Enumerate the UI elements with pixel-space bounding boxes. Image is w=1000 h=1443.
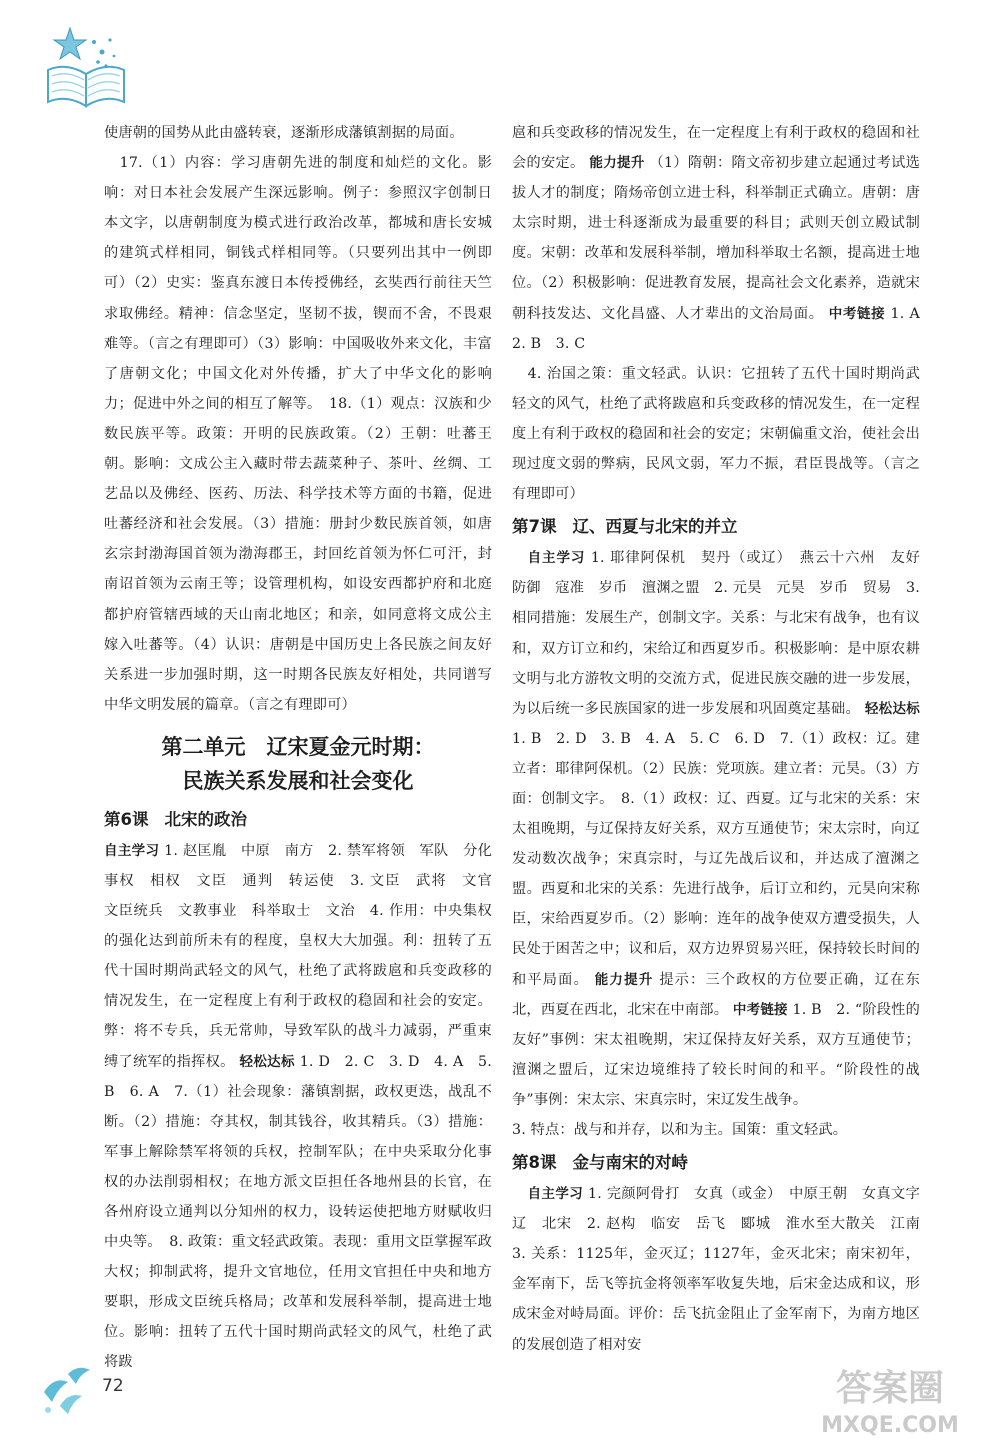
lesson-8-title	[512, 1147, 920, 1179]
lesson-8-number: 第8课	[512, 1153, 557, 1173]
section-tag-easy-pass: 轻松达标	[239, 1053, 295, 1070]
lesson-7-name: 辽、西夏与北宋的并立	[572, 517, 738, 537]
right-paragraph-1-text: 扈和兵变政移的情况发生，在一定程度上有利于政权的稳固和社会的安定。	[512, 125, 920, 172]
leaf-decoration-icon	[38, 1362, 98, 1418]
ability-text: （1）隋朝：隋文帝初步建立起通过考试选拔人才的制度；隋炀帝创立进士科，科举制正式确立。唐朝：唐太宗时期，进士科逐渐成为最重要的科目；武则天创立殿试制度。宋朝：改革和发展科举制，增加科举取士名额，提高进士地位。（2）积极影响：促进教育发展，提高社会文化素养，造就宋朝科技发达、文化昌盛、人才辈出的文治局面。	[512, 155, 920, 322]
right-paragraph-2: 4. 治国之策：重文轻武。认识：它扭转了五代十国时期尚武轻文的风气，杜绝了武将跋扈和兵变政移的情况发生，在一定程度上有利于政权的稳固和社会的安定；宋朝偏重文治，使社会出现过度文弱的弊病，民风文弱，军力不振，君臣畏战等。（言之有理即可）	[512, 365, 920, 503]
l8-tag-self-study: 自主学习	[527, 1186, 584, 1203]
lesson-7-answers	[512, 543, 935, 1115]
l7-easy-pass-text: 1. B 2. D 3. B 4. A 5. C 6. D 7.（1）政权：辽。建立者：耶律阿保机。（2）民族：党项族。建立者：元昊。（3）方面：创制文字。 8.（1）政权：辽、西夏。辽与北宋的关系：宋太祖晚期，与辽保持友好关系，双方互通使节；宋太宗时，向辽发动数次战争；宋真宗时，与辽先战后议和，并达成了澶渊之盟。西夏和北宋的关系：先进行战争，后订立和约，元昊向宋称臣，宋给西夏岁币。（2）影响：连年的战争使双方遭受损失，人民处于困苦之中；议和后，双方边界贸易兴旺，保持较长时间的和平局面。	[512, 730, 920, 988]
l7-tag-ability: 能力提升	[594, 971, 654, 988]
svg-text:答案圈: 答案圈	[835, 1368, 945, 1409]
lesson-7-number: 第7课	[512, 517, 557, 537]
lesson-6-answers	[104, 836, 507, 1378]
left-paragraph-2: 17.（1）内容：学习唐朝先进的制度和灿烂的文化。影响：对日本社会发展产生深远影响。例子：参照汉字创制日本文字，以唐朝制度为模式进行政治改革，都城和唐长安城的建筑式样相同，铜钱式样相同等。（只要列出其中一例即可）（2）史实：鉴真东渡日本传授佛经，玄奘西行前往天竺求取佛经。精神：信念坚定，坚韧不拔，锲而不舍，不畏艰难等。（言之有理即可）（3）影响：中国吸收外来文化，丰富了唐朝文化；中国文化对外传播，扩大了中华文化的影响力；促进中外之间的相互了解等。 18.（1）观点：汉族和少数民族平等。政策：开明的民族政策。（2）王朝：吐蕃王朝。影响：文成公主入藏时带去蔬菜种子、茶叶、丝绸、工艺品以及佛经、医药、历法、科学技术等方面的书籍，促进吐蕃经济和社会发展。（3）措施：册封少数民族首领，如唐玄宗封渤海国首领为渤海郡王，封回纥首领为怀仁可汗，封南诏首领为云南王等；设管理机构，如设安西都护府和北庭都护府管辖西域的天山南北地区；和亲，如同意将文成公主嫁入吐蕃等。（4）认识：唐朝是中国历史上各民族之间友好关系进一步加强时期，这一时期各民族友好相处，共同谱写中华文明发展的篇章。（言之有理即可）	[104, 155, 492, 713]
l7-ability-text: 提示：三个政权的方位要正确，辽在东北，西夏在西北，北宋在中南部。	[512, 971, 920, 1018]
section-tag-exam-link: 中考链接	[828, 305, 886, 322]
l7-tag-easy-pass: 轻松达标	[864, 700, 920, 717]
l7-exam-link-text: 1. B 2. “阶段性的友好”事例：宋太祖晚期，宋辽保持友好关系，双方互通使节；澶渊之盟后，辽宋边境维持了较长时间的和平。“阶段性的战争”事例：宋太宗、宋真宗时，宋辽发生战争。	[512, 1001, 920, 1108]
lesson-8-name: 金与南宋的对峙	[572, 1153, 688, 1173]
l8-self-study-text: 1. 完颜阿骨打 女真（或金） 中原王朝 女真文字 辽 北宋 2. 赵构 临安 岳飞 郾城 淮水至大散关 江南 3. 关系：1125年，金灭辽；1127年，金灭北宋；南宋初年，金军南下，岳飞等抗金将领率军收复失地，后宋金达成和议，形成宋金对峙局面。评价：岳飞抗金阻止了金军南下，为南方地区的发展创造了相对安	[512, 1186, 935, 1353]
lesson-7-title	[512, 511, 920, 543]
l7-self-study-text: 1. 耶律阿保机 契丹（或辽） 燕云十六州 友好 防御 寇准 岁币 澶渊之盟 2. 元昊 元昊 岁币 贸易 3. 相同措施：发展生产，创制文字。关系：与北宋有战争，也有议和，双方订立和约，宋给辽和西夏岁币。积极影响：是中原农耕文明与北方游牧文明的交流方式，促进民族交融的进一步发展，为以后统一多民族国家的进一步发展和巩固奠定基础。	[512, 550, 935, 717]
open-book-icon	[40, 22, 132, 110]
lesson-6-title	[104, 804, 492, 836]
lesson-8-answers	[512, 1179, 935, 1360]
lesson-6-easy-pass-text: 1. D 2. C 3. D 4. A 5. B 6. A 7.（1）社会现象：藩镇割据，政权更迭，战乱不断。（2）措施：夺其权，制其钱谷，收其精兵。（3）措施：军事上解除禁军将领的兵权，控制军队；在中央采取分化事权的办法削弱相权；在地方派文臣担任各地州县的长官，在各州府设立通判以分知州的权力，设转运使把地方财赋收归中央等。 8. 政策：重文轻武政策。表现：重用文臣掌握军政大权；抑制武将，提升文官地位，任用文官担任中央和地方要职，形成文臣统兵格局；改革和发展科举制，提高进士地位。影响：扭转了五代十国时期尚武轻文的风气，杜绝了武将跋	[104, 1053, 492, 1371]
section-tag-self-study: 自主学习	[104, 842, 160, 859]
exam-link-text: 1. A 2. B 3. C	[512, 305, 935, 352]
left-column	[104, 118, 507, 1378]
page-number: 72	[102, 1376, 124, 1396]
l7-tag-exam-link: 中考链接	[732, 1001, 788, 1018]
svg-text:MXQE.COM: MXQE.COM	[821, 1413, 959, 1438]
right-paragraph-1	[512, 118, 935, 359]
unit-title-line-2: 民族关系发展和社会变化	[182, 768, 414, 793]
right-paragraph-3: 3. 特点：战与和并存，以和为主。国策：重文轻武。	[512, 1122, 848, 1138]
unit-title-line-1: 第二单元 辽宋夏金元时期：	[161, 734, 435, 759]
lesson-6-self-study-text: 1. 赵匡胤 中原 南方 2. 禁军将领 军队 分化事权 相权 文臣 通判 转运使 3. 文臣 武将 文官 文臣统兵 文教事业 科举取士 文治 4. 作用：中央集权的强化达到前所未有的程度，皇权大大加强。利：扭转了五代十国时期尚武轻文的风气，杜绝了武将跋扈和兵变政移的情况发生，在一定程度上有利于政权的稳固和社会的安定。弊：将不专兵，兵无常帅，导致军队的战斗力减弱，严重束缚了统军的指挥权。	[104, 842, 507, 1070]
right-column	[512, 118, 935, 1360]
l7-tag-self-study: 自主学习	[527, 550, 586, 567]
section-tag-ability: 能力提升	[589, 155, 645, 172]
lesson-6-number: 第6课	[104, 809, 149, 829]
lesson-6-name: 北宋的政治	[164, 809, 247, 829]
watermark-logo	[800, 1360, 980, 1440]
left-paragraph-1: 使唐朝的国势从此由盛转衰，逐渐形成藩镇割据的局面。	[104, 125, 464, 141]
